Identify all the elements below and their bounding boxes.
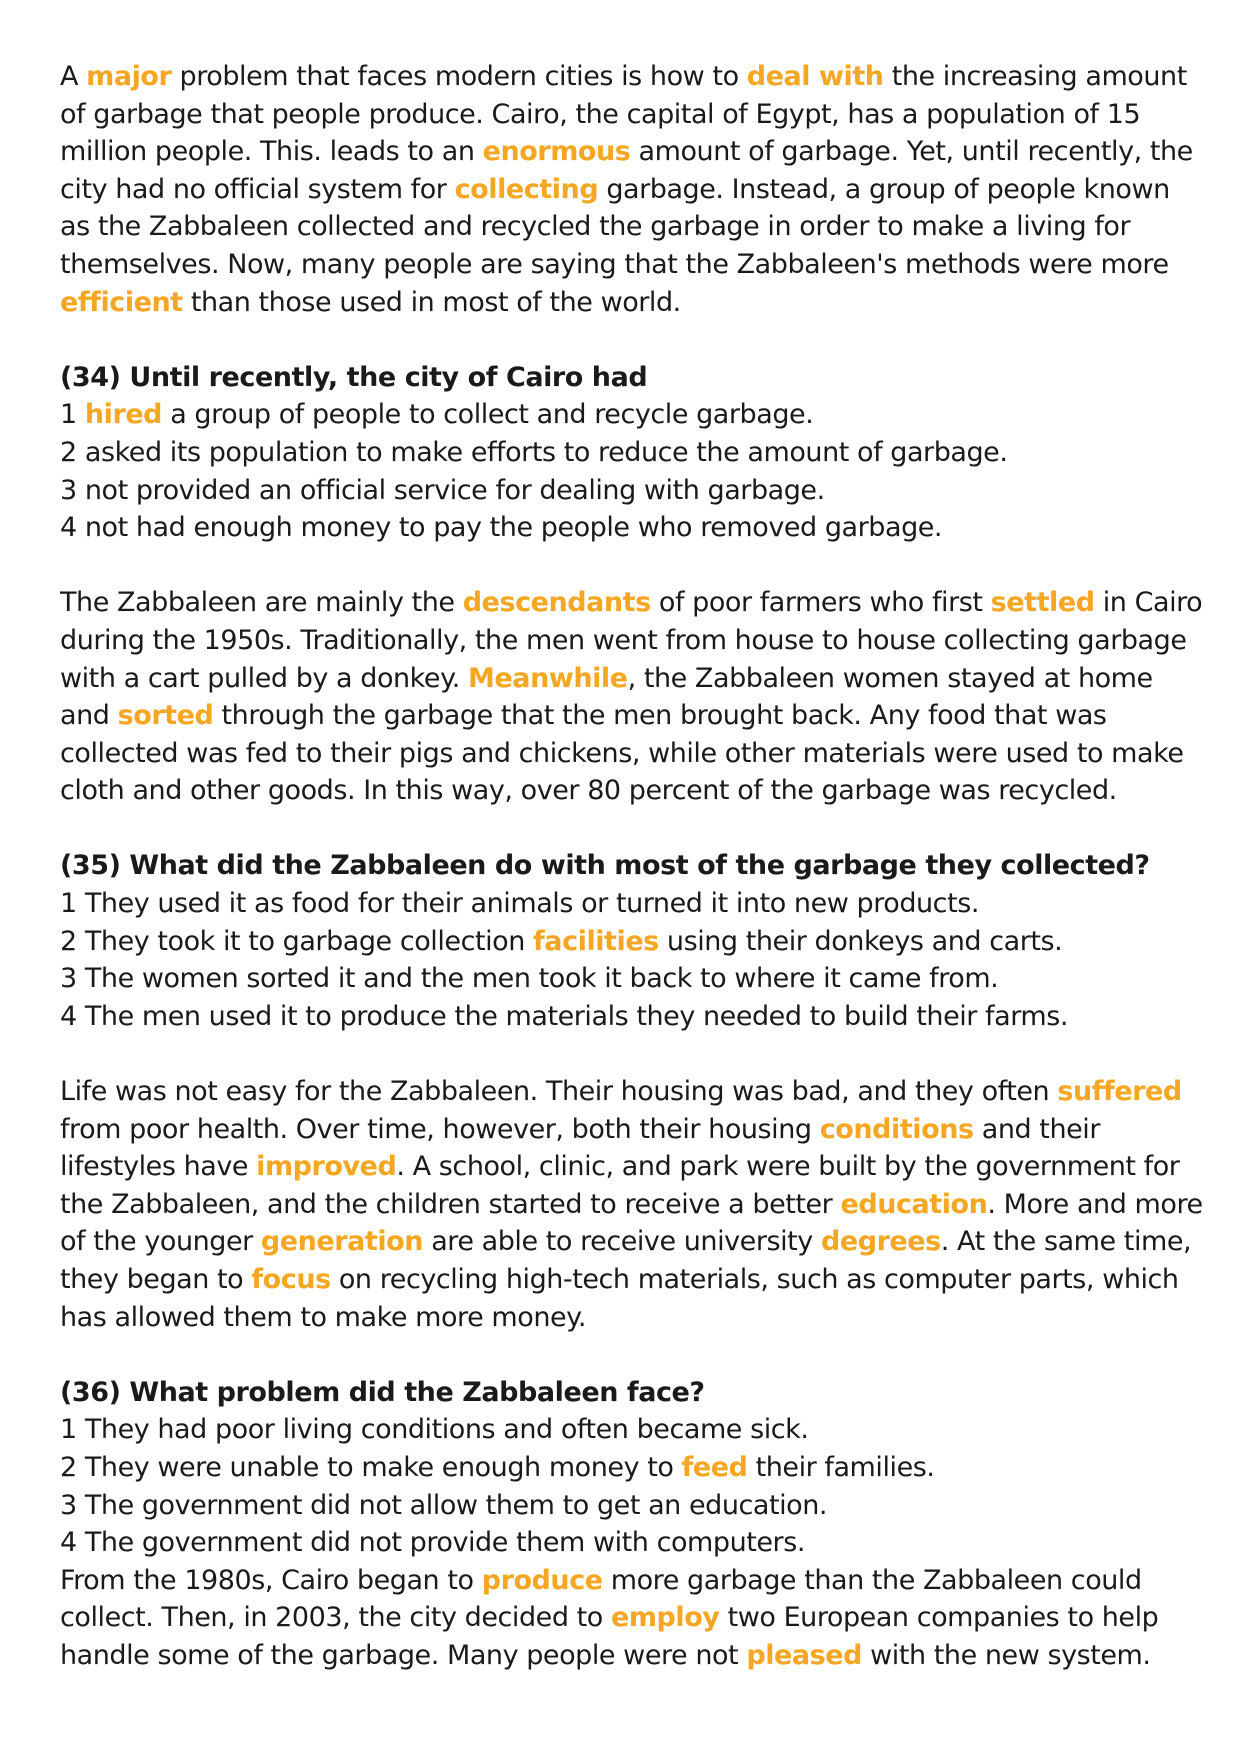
answer-option-2: [60, 1449, 1202, 1487]
text-segment: city had no official system for: [60, 173, 455, 205]
highlighted-vocabulary-word: degrees: [820, 1226, 941, 1258]
passage-4: [60, 1562, 1202, 1675]
text-line: [60, 96, 1202, 134]
highlighted-vocabulary-word: major: [86, 61, 172, 92]
answer-option-2: [60, 434, 1202, 472]
question-prompt: [60, 847, 1202, 885]
text-segment: 3 The government did not allow them to get an education.: [60, 1489, 828, 1521]
question-36: [60, 1374, 1202, 1562]
text-segment: garbage. Instead, a group of people known: [598, 173, 1170, 205]
text-segment: 3 The women sorted it and the men took it back to where it came from.: [60, 963, 999, 995]
paragraph-gap: [60, 321, 1202, 359]
answer-option-1: [60, 396, 1202, 434]
highlighted-vocabulary-word: pleased: [746, 1639, 863, 1671]
text-segment: amount of garbage. Yet, until recently, the: [630, 136, 1193, 168]
highlighted-vocabulary-word: enormous: [482, 136, 631, 168]
highlighted-vocabulary-word: education: [840, 1188, 988, 1220]
text-segment: more garbage than the Zabbaleen could: [602, 1564, 1142, 1596]
text-line: [60, 660, 1202, 698]
text-line: [60, 246, 1202, 284]
text-line: [60, 735, 1202, 773]
text-segment: from poor health. Over time, however, both their housing: [60, 1113, 820, 1145]
text-segment: , the Zabbaleen women stayed at home: [627, 662, 1153, 694]
text-segment: and their: [973, 1113, 1100, 1145]
text-segment: the Zabbaleen, and the children started to receive a better: [60, 1188, 841, 1220]
highlighted-vocabulary-word: hired: [84, 399, 163, 431]
text-segment: through the garbage that the men brought back. Any food that was: [213, 700, 1107, 732]
text-segment: of garbage that people produce. Cairo, the capital of Egypt, has a population of 15: [60, 98, 1141, 130]
passage-2: [60, 584, 1202, 810]
text-segment: with the new system.: [862, 1639, 1151, 1671]
text-segment: their families.: [747, 1451, 935, 1483]
highlighted-vocabulary-word: facilities: [533, 925, 659, 957]
text-segment: (36) What problem did the Zabbaleen face?: [60, 1376, 705, 1408]
text-segment: . At the same time,: [940, 1226, 1192, 1258]
text-line: [60, 133, 1202, 171]
text-segment: 3 not provided an official service for dealing with garbage.: [60, 474, 825, 506]
text-line: [60, 1223, 1202, 1261]
text-segment: with a cart pulled by a donkey.: [60, 662, 469, 694]
highlighted-vocabulary-word: produce: [481, 1564, 603, 1596]
text-segment: has allowed them to make more money.: [60, 1301, 586, 1333]
text-segment: 1: [60, 399, 85, 431]
highlighted-vocabulary-word: employ: [610, 1602, 720, 1634]
highlighted-vocabulary-word: feed: [681, 1451, 748, 1483]
text-segment: Life was not easy for the Zabbaleen. Their housing was bad, and they often: [60, 1076, 1058, 1108]
highlighted-vocabulary-word: conditions: [819, 1113, 974, 1145]
text-line: [60, 1186, 1202, 1224]
answer-option-3: [60, 472, 1202, 510]
text-line: [60, 772, 1202, 810]
text-segment: of the younger: [60, 1226, 261, 1258]
text-segment: of poor farmers who first: [650, 587, 991, 619]
paragraph-gap: [60, 1336, 1202, 1374]
text-line: [60, 1073, 1202, 1111]
highlighted-vocabulary-word: focus: [251, 1264, 331, 1295]
text-segment: cloth and other goods. In this way, over 80 percent of the garbage was recycled.: [60, 775, 1117, 807]
highlighted-vocabulary-word: improved: [256, 1151, 397, 1183]
text-segment: a group of people to collect and recycle garbage.: [162, 399, 814, 431]
highlighted-vocabulary-word: deal with: [746, 61, 884, 92]
text-segment: 2 They took it to garbage collection: [60, 925, 534, 957]
highlighted-vocabulary-word: suffered: [1057, 1076, 1182, 1108]
text-segment: during the 1950s. Traditionally, the men went from house to house collecting garbage: [60, 624, 1187, 656]
text-line: [60, 1148, 1202, 1186]
text-line: [60, 1261, 1202, 1299]
answer-option-4: [60, 998, 1202, 1036]
text-segment: on recycling high-tech materials, such as computer parts, which: [330, 1264, 1179, 1295]
paragraph-gap: [60, 1035, 1202, 1073]
text-line: [60, 1111, 1202, 1149]
text-segment: A: [60, 61, 87, 92]
text-line: [60, 1562, 1202, 1600]
text-segment: 1 They used it as food for their animals or turned it into new products.: [60, 888, 979, 920]
text-segment: 2 asked its population to make efforts to reduce the amount of garbage.: [60, 436, 1008, 468]
text-segment: using their donkeys and carts.: [658, 925, 1063, 957]
question-prompt: [60, 1374, 1202, 1412]
text-segment: collect. Then, in 2003, the city decided to: [60, 1602, 611, 1634]
text-segment: The Zabbaleen are mainly the: [60, 587, 463, 619]
highlighted-vocabulary-word: generation: [260, 1226, 424, 1258]
text-line: [60, 697, 1202, 735]
answer-option-4: [60, 509, 1202, 547]
highlighted-vocabulary-word: settled: [990, 587, 1095, 619]
text-line: [60, 1637, 1202, 1675]
text-segment: . A school, clinic, and park were built by the government for: [396, 1151, 1180, 1183]
highlighted-vocabulary-word: efficient: [60, 286, 183, 318]
text-line: [60, 1599, 1202, 1637]
highlighted-vocabulary-word: collecting: [454, 173, 599, 205]
text-segment: (35) What did the Zabbaleen do with most of the garbage they collected?: [60, 850, 1150, 882]
text-segment: . More and more: [987, 1188, 1203, 1220]
text-line: [60, 58, 1202, 96]
text-segment: 4 The men used it to produce the materials they needed to build their farms.: [60, 1000, 1068, 1032]
text-segment: than those used in most of the world.: [182, 286, 681, 318]
text-segment: 4 not had enough money to pay the people who removed garbage.: [60, 512, 943, 544]
question-prompt: [60, 359, 1202, 397]
highlighted-vocabulary-word: Meanwhile: [468, 662, 628, 694]
paragraph-gap: [60, 547, 1202, 585]
answer-option-2: [60, 923, 1202, 961]
passage-3: [60, 1073, 1202, 1336]
text-segment: collected was fed to their pigs and chickens, while other materials were used to make: [60, 737, 1184, 769]
highlighted-vocabulary-word: sorted: [117, 700, 214, 732]
answer-option-1: [60, 1411, 1202, 1449]
question-35: [60, 847, 1202, 1035]
answer-option-1: [60, 885, 1202, 923]
text-segment: are able to receive university: [423, 1226, 821, 1258]
text-line: [60, 284, 1202, 322]
text-segment: lifestyles have: [60, 1151, 257, 1183]
text-segment: 2 They were unable to make enough money to: [60, 1451, 682, 1483]
question-34: [60, 359, 1202, 547]
answer-option-4: [60, 1524, 1202, 1562]
text-segment: as the Zabbaleen collected and recycled the garbage in order to make a living for: [60, 211, 1131, 243]
text-line: [60, 584, 1202, 622]
text-line: [60, 1299, 1202, 1337]
text-segment: themselves. Now, many people are saying that the Zabbaleen's methods were more: [60, 248, 1169, 280]
passage-1: [60, 58, 1202, 321]
text-line: [60, 208, 1202, 246]
text-segment: (34) Until recently, the city of Cairo had: [60, 361, 648, 393]
text-segment: problem that faces modern cities is how to: [171, 61, 747, 92]
answer-option-3: [60, 1487, 1202, 1525]
text-segment: From the 1980s, Cairo began to: [60, 1564, 482, 1596]
answer-option-3: [60, 960, 1202, 998]
text-segment: 4 The government did not provide them with computers.: [60, 1527, 805, 1559]
text-segment: the increasing amount: [883, 61, 1187, 92]
text-line: [60, 171, 1202, 209]
text-segment: million people. This. leads to an: [60, 136, 483, 168]
text-segment: in Cairo: [1094, 587, 1203, 619]
text-segment: two European companies to help: [719, 1602, 1159, 1634]
paragraph-gap: [60, 810, 1202, 848]
highlighted-vocabulary-word: descendants: [462, 587, 651, 619]
text-line: [60, 622, 1202, 660]
text-segment: and: [60, 700, 118, 732]
text-segment: they began to: [60, 1264, 252, 1295]
text-segment: 1 They had poor living conditions and often became sick.: [60, 1414, 809, 1446]
text-segment: handle some of the garbage. Many people were not: [60, 1639, 747, 1671]
